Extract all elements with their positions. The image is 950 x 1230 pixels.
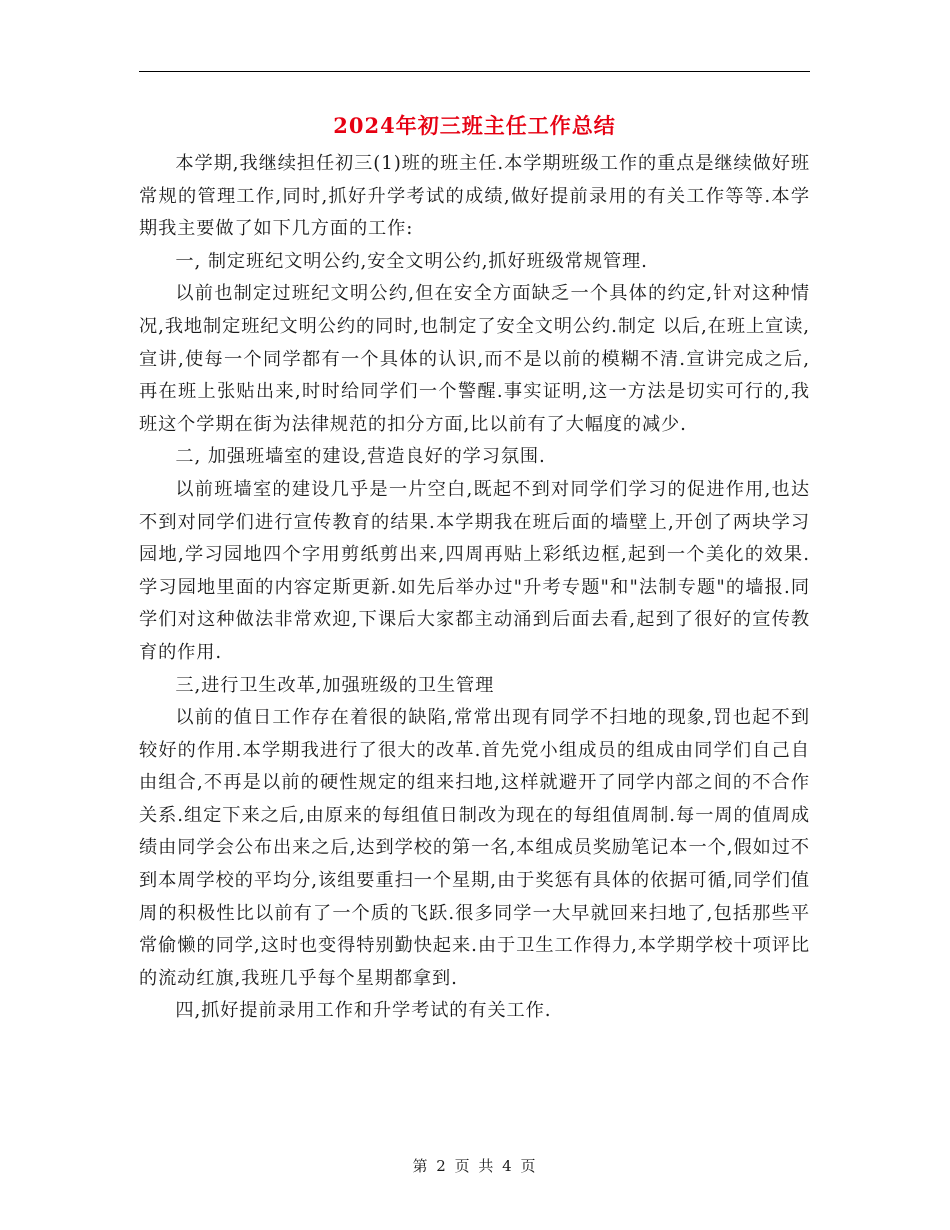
- document-body: [139, 148, 810, 1028]
- section-body-3: 以前的值日工作存在着很的缺陷,常常出现有同学不扫地的现象,罚也起不到较好的作用.本学期我进行了很大的改革.首先党小组成员的组成由同学们自己自由组合,不再是以前的硬性规定的组来扫地,这样就避开了同学内部之间的不合作关系.组定下来之后,由原来的每组值日制改为现在的每组值周制.每一周的值周成绩由同学会公布出来之后,达到学校的第一名,本组成员奖励笔记本一个,假如过不到本周学校的平均分,该组要重扫一个星期,由于奖惩有具体的依据可循,同学们值周的积极性比以前有了一个质的飞跃.很多同学一大早就回来扫地了,包括那些平常偷懒的同学,这时也变得特别勤快起来.由于卫生工作得力,本学期学校十项评比的流动红旗,我班几乎每个星期都拿到.: [139, 707, 810, 989]
- section-heading-2: 二, 加强班墙室的建设,营造良好的学习氛围.: [175, 446, 546, 468]
- section-body-2: 以前班墙室的建设几乎是一片空白,既起不到对同学们学习的促进作用,也达不到对同学们进行宣传教育的结果.本学期我在班后面的墙壁上,开创了两块学习园地,学习园地四个字用剪纸剪出来,四周再贴上彩纸边框,起到一个美化的效果.学习园地里面的内容定斯更新.如先后举办过"升考专题"和"法制专题"的墙报.同学们对这种做法非常欢迎,下课后大家都主动涌到后面去看,起到了很好的宣传教育的作用.: [139, 478, 810, 663]
- header-rule: [139, 71, 810, 72]
- intro-paragraph: 本学期,我继续担任初三(1)班的班主任.本学期班级工作的重点是继续做好班常规的管理工作,同时,抓好升学考试的成绩,做好提前录用的有关工作等等.本学期我主要做了如下几方面的工作:: [139, 153, 810, 240]
- document-title: 2024年初三班主任工作总结: [333, 113, 616, 138]
- section-heading-3: 三,进行卫生改革,加强班级的卫生管理: [175, 674, 495, 696]
- section-body-1: 以前也制定过班纪文明公约,但在安全方面缺乏一个具体的约定,针对这种情况,我地制定班纪文明公约的同时,也制定了安全文明公约.制定 以后,在班上宣读,宣讲,使每一个同学都有一个具体的认识,而不是以前的模糊不清.宣讲完成之后,再在班上张贴出来,时时给同学们一个警醒.事实证明,这一方法是切实可行的,我班这个学期在街为法律规范的扣分方面,比以前有了大幅度的减少.: [139, 283, 810, 435]
- section-heading-1: 一, 制定班纪文明公约,安全文明公约,抓好班级常规管理.: [175, 250, 648, 272]
- section-heading-4: 四,抓好提前录用工作和升学考试的有关工作.: [175, 1000, 552, 1022]
- page-number: 第 2 页 共 4 页: [412, 1157, 538, 1175]
